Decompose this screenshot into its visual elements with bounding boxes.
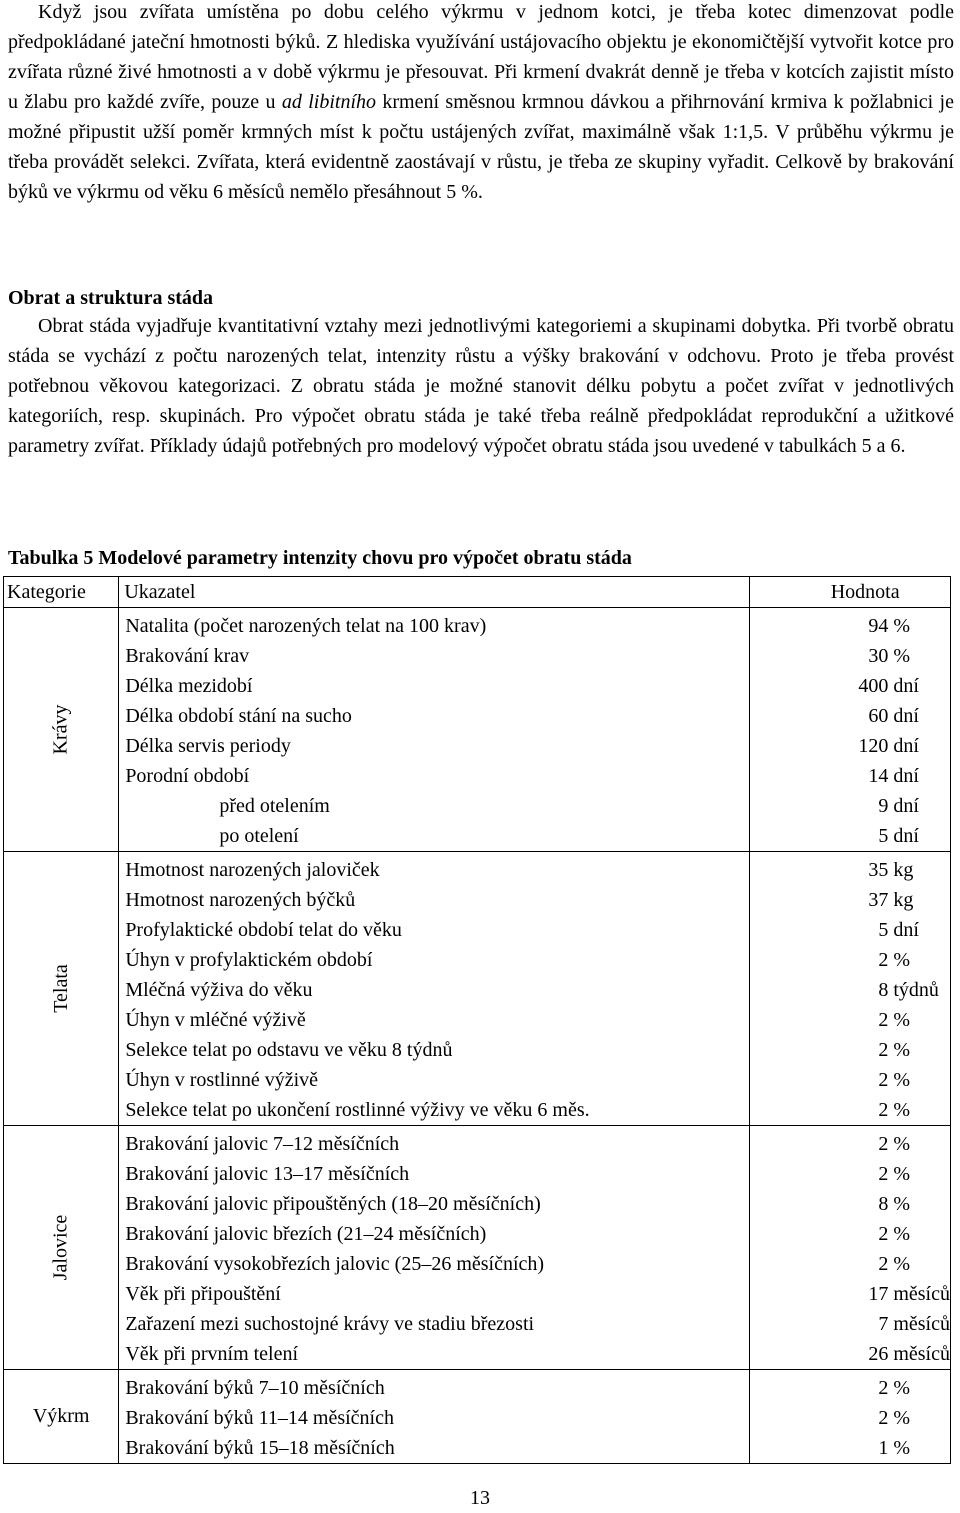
value-text <box>750 1095 950 1125</box>
value-unit: měsíců <box>893 1313 950 1335</box>
value-number: 2 <box>878 1133 889 1155</box>
value-number: 2 <box>878 1407 889 1429</box>
value-unit: % <box>893 1437 910 1459</box>
indicator-text: Úhyn v mléčné výživě <box>125 1009 306 1031</box>
value-unit: % <box>893 1133 910 1155</box>
value-unit: % <box>893 1223 910 1245</box>
value-number: 9 <box>878 795 889 817</box>
indicator-text: Selekce telat po odstavu ve věku 8 týdnů <box>125 1039 453 1061</box>
indicator-text: Brakování jalovic 13–17 měsíčních <box>125 1163 410 1185</box>
indicator-text: Brakování krav <box>125 645 250 667</box>
value-number: 17 <box>868 1283 889 1305</box>
indicator-text: Brakování jalovic 7–12 měsíčních <box>125 1133 400 1155</box>
value-number: 30 <box>868 645 889 667</box>
value-number: 5 <box>878 825 889 847</box>
paragraph-text-part1: Když jsou zvířata umístěna po dobu celého výkrmu v jednom kotci, je třeba kotec dimenzovat podle předpokládané jateční hmotnosti býků. Z hlediska využívání ustájovacího objektu je ekonomičtější vytvořit kotce pro zvířata různé živé hmotnosti a v době výkrmu je přesouvat. Při krmení dvakrát denně je třeba v kotcích zajistit místo u žlabu pro každé zvíře, pouze u <box>8 1 954 113</box>
indicator-text: Selekce telat po ukončení rostlinné výživy ve věku 6 měs. <box>125 1099 590 1121</box>
value-text <box>750 1035 950 1065</box>
indicator-text: Porodní období <box>125 765 250 787</box>
value-number: 2 <box>878 1009 889 1031</box>
value-number: 2 <box>878 949 889 971</box>
table-group-3 <box>4 1370 951 1464</box>
category-cell <box>4 608 119 852</box>
section-heading: Obrat a struktura stáda <box>8 287 214 309</box>
value-number: 8 <box>878 979 889 1001</box>
value-text <box>750 885 950 915</box>
value-text <box>750 975 950 1005</box>
value-unit: % <box>893 1039 910 1061</box>
value-unit: dní <box>893 735 919 757</box>
value-text <box>750 791 950 821</box>
value-text <box>750 701 950 731</box>
value-text <box>750 641 950 671</box>
value-unit: dní <box>893 765 919 787</box>
paragraph-herd-turnover: Obrat stáda vyjadřuje kvantitativní vztahy mezi jednotlivými kategoriemi a skupinami dobytka. Při tvorbě obratu stáda se vychází z počtu narozených telat, intenzity růstu a výšky brakování v odchovu. Proto je třeba provést potřebnou věkovou kategorizaci. Z obratu stáda je možné stanovit délku pobytu a počet zvířat v jednotlivých kategoriích, resp. skupinách. Pro výpočet obratu stáda je také třeba reálně předpokládat reprodukční a užitkové parametry zvířat. Příklady údajů potřebných pro modelový výpočet obratu stáda jsou uvedené v tabulkách 5 a 6. <box>8 315 954 457</box>
value-unit: dní <box>893 675 919 697</box>
indicator-text: Brakování býků 7–10 měsíčních <box>125 1377 385 1399</box>
value-unit: měsíců <box>893 1283 950 1305</box>
indicator-text: Brakování býků 15–18 měsíčních <box>125 1437 395 1459</box>
table-caption: Tabulka 5 Modelové parametry intenzity chovu pro výpočet obratu stáda <box>8 547 632 569</box>
value-text <box>750 731 950 761</box>
value-number: 120 <box>858 735 889 757</box>
value-text <box>750 1129 950 1159</box>
value-number: 2 <box>878 1377 889 1399</box>
value-text <box>750 761 950 791</box>
value-unit: dní <box>893 919 919 941</box>
category-label: Telata <box>49 964 72 1013</box>
indicator-text: Profylaktické období telat do věku <box>125 919 402 941</box>
parameters-table <box>3 576 951 1464</box>
value-unit: % <box>893 1253 910 1275</box>
value-cell <box>750 852 951 1126</box>
indicator-text: Úhyn v rostlinné výživě <box>125 1069 319 1091</box>
value-text <box>750 1249 950 1279</box>
category-cell <box>4 852 119 1126</box>
indicator-cell <box>119 1370 750 1464</box>
value-unit: kg <box>893 859 914 881</box>
value-unit: % <box>893 1069 910 1091</box>
table-group-2 <box>4 1126 951 1370</box>
header-value: Hodnota <box>750 577 951 608</box>
table-group-0 <box>4 608 951 852</box>
value-unit: dní <box>893 705 919 727</box>
value-unit: týdnů <box>893 979 939 1001</box>
value-text <box>750 821 950 851</box>
value-unit: % <box>893 1407 910 1429</box>
value-unit: % <box>893 1193 910 1215</box>
value-number: 26 <box>868 1343 889 1365</box>
indicator-text: Mléčná výživa do věku <box>125 979 313 1001</box>
value-text <box>750 1005 950 1035</box>
value-number: 37 <box>868 889 889 911</box>
indicator-text: Délka období stání na sucho <box>125 705 352 727</box>
value-text <box>750 1219 950 1249</box>
value-number: 2 <box>878 1069 889 1091</box>
value-number: 5 <box>878 919 889 941</box>
category-label: Krávy <box>49 704 72 755</box>
value-text <box>750 1309 950 1339</box>
value-cell <box>750 1370 951 1464</box>
indicator-cell <box>119 1126 750 1370</box>
indicator-text: Brakování býků 11–14 měsíčních <box>125 1407 394 1429</box>
value-cell <box>750 608 951 852</box>
indicator-text: Zařazení mezi suchostojné krávy ve stadiu březosti <box>125 1313 535 1335</box>
indicator-text: Natalita (počet narozených telat na 100 krav) <box>125 615 487 637</box>
value-cell <box>750 1126 951 1370</box>
value-unit: % <box>893 1163 910 1185</box>
value-unit: % <box>893 615 910 637</box>
value-text <box>750 611 950 641</box>
indicator-text: Délka mezidobí <box>125 675 253 697</box>
value-unit: % <box>893 949 910 971</box>
category-label: Výkrm <box>32 1405 90 1427</box>
header-category: Kategorie <box>4 577 119 608</box>
category-cell <box>4 1126 119 1370</box>
value-text <box>750 1433 950 1463</box>
paragraph-fattening <box>8 0 954 207</box>
value-text <box>750 1403 950 1433</box>
value-number: 14 <box>868 765 889 787</box>
value-number: 2 <box>878 1253 889 1275</box>
value-unit: měsíců <box>893 1343 950 1365</box>
value-text <box>750 1065 950 1095</box>
paragraph-text-part2: krmení směsnou krmnou dávkou a přihrnování krmiva k požlabnici je možné připustit užší poměr krmných míst k počtu ustájených zvířat, maximálně však 1:1,5. V průběhu výkrmu je třeba provádět selekci. Zvířata, která evidentně zaostávají v růstu, je třeba ze skupiny vyřadit. Celkově by brakování býků ve výkrmu od věku 6 měsíců nemělo přesáhnout 5 %. <box>8 91 954 203</box>
indicator-text: Délka servis periody <box>125 735 291 757</box>
category-label: Jalovice <box>49 1214 72 1281</box>
value-text <box>750 1189 950 1219</box>
indicator-cell <box>119 852 750 1126</box>
table-group-1 <box>4 852 951 1126</box>
value-unit: kg <box>893 889 914 911</box>
value-unit: dní <box>893 795 919 817</box>
indicator-text: po otelení <box>219 825 299 847</box>
value-number: 400 <box>858 675 889 697</box>
value-number: 2 <box>878 1163 889 1185</box>
value-number: 7 <box>878 1313 889 1335</box>
value-unit: % <box>893 1377 910 1399</box>
value-unit: dní <box>893 825 919 847</box>
value-text <box>750 1159 950 1189</box>
indicator-text: před otelením <box>219 795 330 817</box>
indicator-text: Úhyn v profylaktickém období <box>125 949 373 971</box>
category-cell <box>4 1370 119 1464</box>
value-text <box>750 1279 950 1309</box>
indicator-text: Hmotnost narozených býčků <box>125 889 356 911</box>
header-indicator: Ukazatel <box>119 577 750 608</box>
italic-term: ad libitního <box>281 91 377 113</box>
value-text <box>750 1373 950 1403</box>
value-number: 2 <box>878 1039 889 1061</box>
table-header-row <box>4 577 951 608</box>
value-number: 8 <box>878 1193 889 1215</box>
indicator-text: Věk při připouštění <box>125 1283 281 1305</box>
value-unit: % <box>893 1009 910 1031</box>
value-unit: % <box>893 645 910 667</box>
indicator-text: Věk při prvním telení <box>125 1343 299 1365</box>
value-unit: % <box>893 1099 910 1121</box>
value-text <box>750 1339 950 1369</box>
value-number: 94 <box>868 615 889 637</box>
value-text <box>750 915 950 945</box>
value-number: 1 <box>878 1437 889 1459</box>
value-number: 2 <box>878 1223 889 1245</box>
page-number: 13 <box>470 1487 490 1509</box>
indicator-text: Brakování jalovic březích (21–24 měsíčních) <box>125 1223 487 1245</box>
value-number: 60 <box>868 705 889 727</box>
indicator-cell <box>119 608 750 852</box>
value-number: 2 <box>878 1099 889 1121</box>
indicator-text: Hmotnost narozených jaloviček <box>125 859 380 881</box>
value-text <box>750 671 950 701</box>
value-text <box>750 945 950 975</box>
indicator-text: Brakování jalovic připouštěných (18–20 měsíčních) <box>125 1193 541 1215</box>
value-text <box>750 855 950 885</box>
value-number: 35 <box>868 859 889 881</box>
indicator-text: Brakování vysokobřezích jalovic (25–26 měsíčních) <box>125 1253 545 1275</box>
